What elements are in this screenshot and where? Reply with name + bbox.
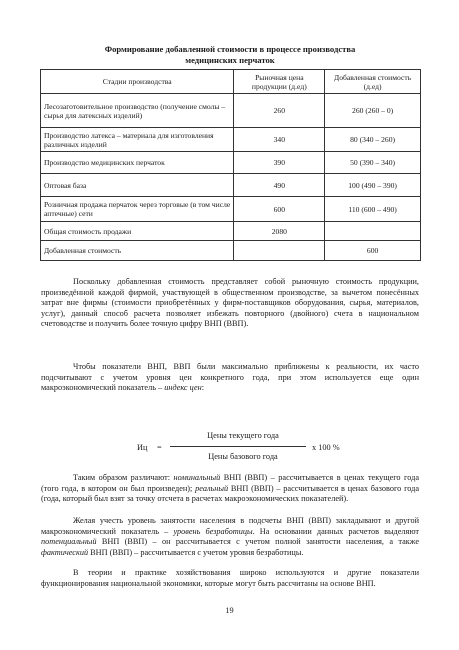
stage-cell: Оптовая база: [41, 174, 234, 197]
table-row: [41, 94, 421, 128]
paragraph-4: [41, 516, 419, 558]
price-index-formula: [41, 431, 419, 465]
paragraph-3-text-b: ВНП (ВВП) – рассчитывается в ценах текущего года (того года, в котором он был произведен);: [41, 473, 419, 493]
header-market-price: Рыночная цена продукции (д.ед): [234, 70, 325, 94]
real-term: реальный: [195, 483, 229, 493]
fraction-bar: [170, 446, 306, 447]
paragraph-4-text-a: Желая учесть уровень занятости населения в подсчеты ВНП (ВВП) закладывают и другой макроэкономический показатель –: [41, 516, 419, 536]
table-row: [41, 174, 421, 197]
price-index-term: индекс цен: [164, 383, 202, 392]
paragraph-3: [41, 473, 419, 505]
paragraph-4-text-d: ВНП (ВВП) – рассчитывается с учетом уровня безработицы.: [88, 547, 304, 557]
formula-numerator: Цены текущего года: [207, 431, 279, 440]
formula-denominator: Цены базового года: [208, 452, 278, 461]
stage-cell: Производство медицинских перчаток: [41, 152, 234, 174]
table-title-line-1: Формирование добавленной стоимости в процессе производства: [104, 44, 356, 54]
added-value-cell: [325, 222, 421, 241]
paragraph-4-text-c: ВНП (ВВП) – он рассчитывается с учетом полной занятости населения, а также: [96, 537, 419, 546]
page-number: 19: [225, 606, 234, 615]
stage-cell: Лесозаготовительное производство (получение смолы – сырья для латексных изделий): [41, 94, 234, 128]
price-cell: 340: [234, 128, 325, 152]
table-row: [41, 128, 421, 152]
stage-cell: Общая стоимость продажи: [41, 222, 234, 241]
unemployment-term: уровень безработицы: [173, 526, 253, 536]
nominal-term: номинальный: [173, 473, 221, 482]
header-added-value: Добавленная стоимость (д.ед): [325, 70, 421, 94]
stage-cell: Розничная продажа перчаток через торговые (в том числе аптечные) сети: [41, 197, 234, 222]
added-value-cell: 80 (340 – 260): [325, 128, 421, 152]
table-row: [41, 152, 421, 174]
price-cell: 600: [234, 197, 325, 222]
value-added-table: [40, 69, 421, 261]
price-cell: 490: [234, 174, 325, 197]
paragraph-2-end: :: [201, 383, 205, 392]
table-title-line-2: медицинских перчаток: [185, 55, 275, 65]
paragraph-5: В теории и практике хозяйствования широко используются и другие показатели функционирования национальной экономики, которые могут быть рассчитаны на основе ВНП.: [41, 568, 419, 588]
price-cell: 2080: [234, 222, 325, 241]
formula-equals: =: [157, 443, 162, 452]
price-cell: [234, 241, 325, 261]
table-title: [40, 44, 420, 66]
stage-cell: Производство латекса – материала для изготовления различных изделий: [41, 128, 234, 152]
price-cell: 390: [234, 152, 325, 174]
added-value-cell: 110 (600 – 490): [325, 197, 421, 222]
stage-cell: Добавленная стоимость: [41, 241, 234, 261]
paragraph-3-text-a: Таким образом различают:: [73, 473, 174, 482]
added-value-cell: 260 (260 – 0): [325, 94, 421, 128]
table-header-row: [41, 70, 421, 94]
added-value-cell: 600: [325, 241, 421, 261]
added-value-cell: 50 (390 – 340): [325, 152, 421, 174]
table-row: [41, 241, 421, 261]
paragraph-2: [41, 362, 419, 394]
formula-multiplier: х 100 %: [312, 443, 340, 452]
header-stage: Стадии производства: [41, 70, 234, 94]
potential-term: потенциальный: [41, 537, 97, 546]
paragraph-2-text: Чтобы показатели ВНП, ВВП были максимально приближены к реальности, их часто подсчитывают с учетом уровня цен конкретного года, при этом используется еще один макроэкономический показатель –: [41, 362, 419, 392]
paragraph-3-text-c: ВНП (ВВП) – рассчитывается в ценах базового года (года, который был взят за точку отсчета в расчетах макроэкономических показателей).: [41, 483, 419, 503]
formula-lhs: Иц: [137, 443, 148, 452]
price-cell: 260: [234, 94, 325, 128]
actual-term: фактический: [41, 547, 89, 557]
table-row: [41, 197, 421, 222]
added-value-cell: 100 (490 – 390): [325, 174, 421, 197]
paragraph-4-text-b: . На основании данных расчетов выделяют: [252, 526, 419, 536]
paragraph-1: Поскольку добавленная стоимость представляет собой рыночную стоимость продукции, произведённой каждой фирмой, участвующей в общественном производстве, за вычетом понесённых затрат вне фирмы (стоимости приобретённых у фирм-поставщиков оборудования, сырья, материалов, услуг), данный способ расчета позволяет избежать повторного (двойного) счета в национальном счетоводстве и получить более точную цифру ВНП (ВВП).: [41, 277, 419, 328]
table-row: [41, 222, 421, 241]
